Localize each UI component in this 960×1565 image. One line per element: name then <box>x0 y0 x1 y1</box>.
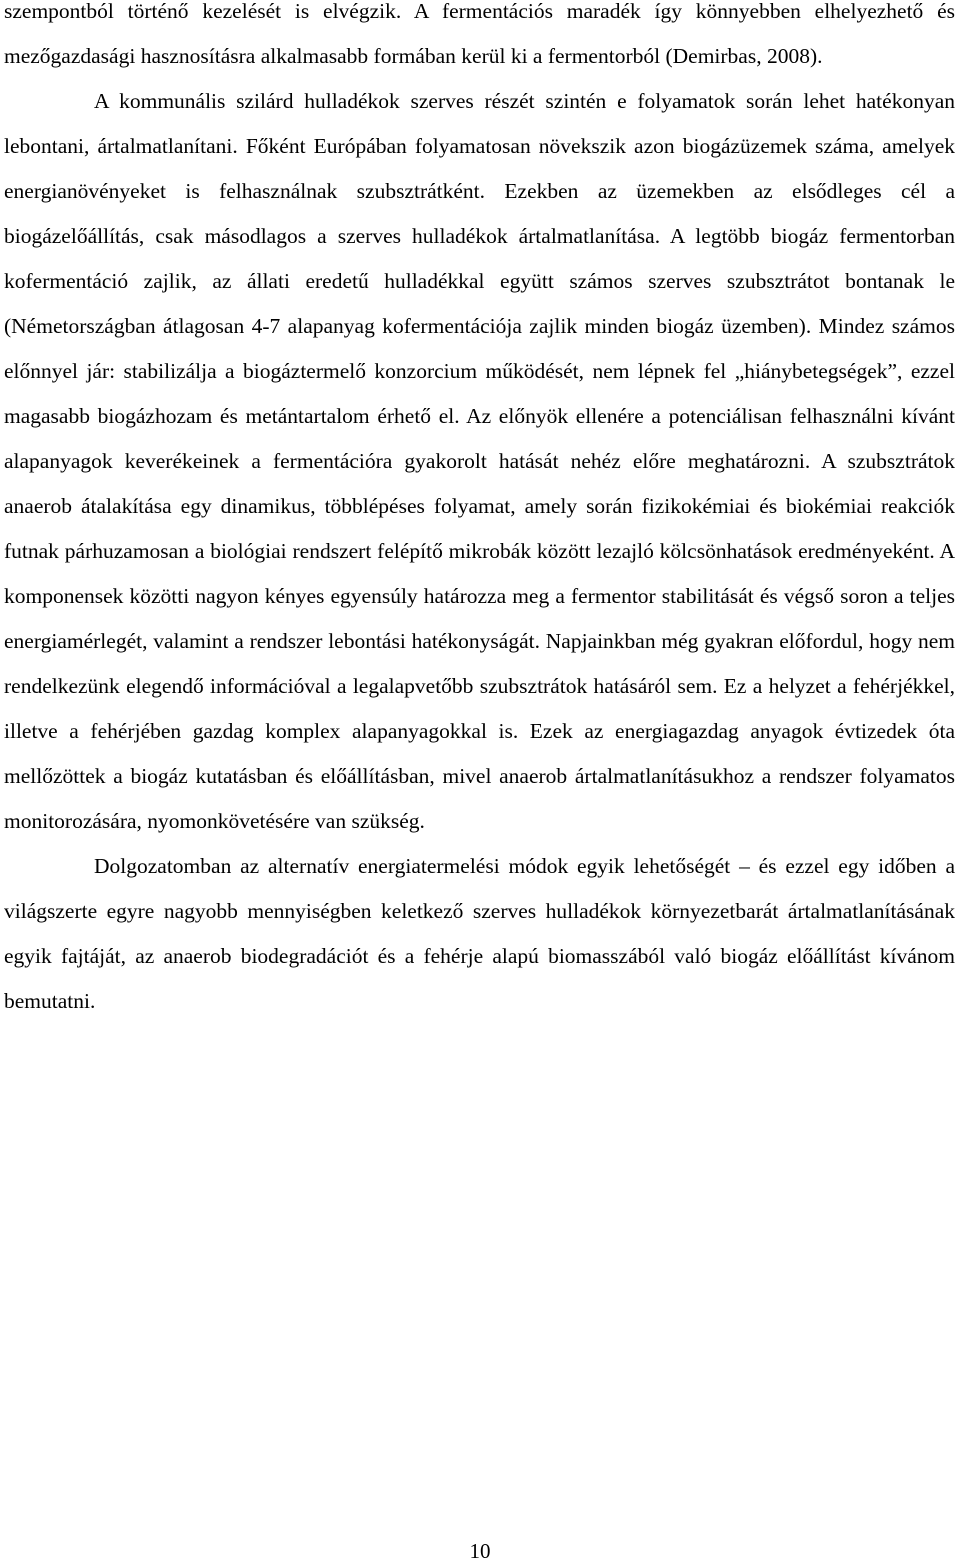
paragraph-1: szempontból történő kezelését is elvégzik. A fermentációs maradék így könnyebben elhelyezhető és mezőgazdasági hasznosításra alkalmasabb formában kerül ki a fermentorból (Demirbas, 2008). <box>4 0 955 68</box>
document-page <box>4 0 955 1024</box>
page-number: 10 <box>469 1539 491 1563</box>
paragraph-3: Dolgozatomban az alternatív energiatermelési módok egyik lehetőségét – és ezzel egy időben a világszerte egyre nagyobb mennyiségben keletkező szerves hulladékok környezetbarát ártalmatlanításának egyik fajtáját, az anaerob biodegradációt és a fehérje alapú biomasszából való biogáz előállítást kívánom bemutatni. <box>4 854 955 1013</box>
paragraph-2: A kommunális szilárd hulladékok szerves részét szintén e folyamatok során lehet hatékonyan lebontani, ártalmatlanítani. Főként Európában folyamatosan növekszik azon biogázüzemek száma, amelyek energianövényeket is felhasználnak szubsztrátként. Ezekben az üzemekben az elsődleges cél a biogázelőállítás, csak másodlagos a szerves hulladékok ártalmatlanítása. A legtöbb biogáz fermentorban kofermentáció zajlik, az állati eredetű hulladékkal együtt számos szerves szubsztrátot bontanak le (Németországban átlagosan 4-7 alapanyag kofermentációja zajlik minden biogáz üzemben). Mindez számos előnnyel jár: stabilizálja a biogáztermelő konzorcium működését, nem lépnek fel „hiánybetegségek”, ezzel magasabb biogázhozam és metántartalom érhető el. Az előnyök ellenére a potenciálisan felhasználni kívánt alapanyagok keverékeinek a fermentációra gyakorolt hatását nehéz előre meghatározni. A szubsztrátok anaerob átalakítása egy dinamikus, többlépéses folyamat, amely során fizikokémiai és biokémiai reakciók futnak párhuzamosan a biológiai rendszert felépítő mikrobák között lezajló kölcsönhatások eredményeként. A komponensek közötti nagyon kényes egyensúly határozza meg a fermentor stabilitását és végső soron a teljes energiamérlegét, valamint a rendszer lebontási hatékonyságát. Napjainkban még gyakran előfordul, hogy nem rendelkezünk elegendő információval a legalapvetőbb szubsztrátok hatásáról sem. Ez a helyzet a fehérjékkel, illetve a fehérjében gazdag komplex alapanyagokkal is. Ezek az energiagazdag anyagok évtizedek óta mellőzöttek a biogáz kutatásban és előállításban, mivel anaerob ártalmatlanításukhoz a rendszer folyamatos monitorozására, nyomonkövetésére van szükség. <box>4 89 955 833</box>
